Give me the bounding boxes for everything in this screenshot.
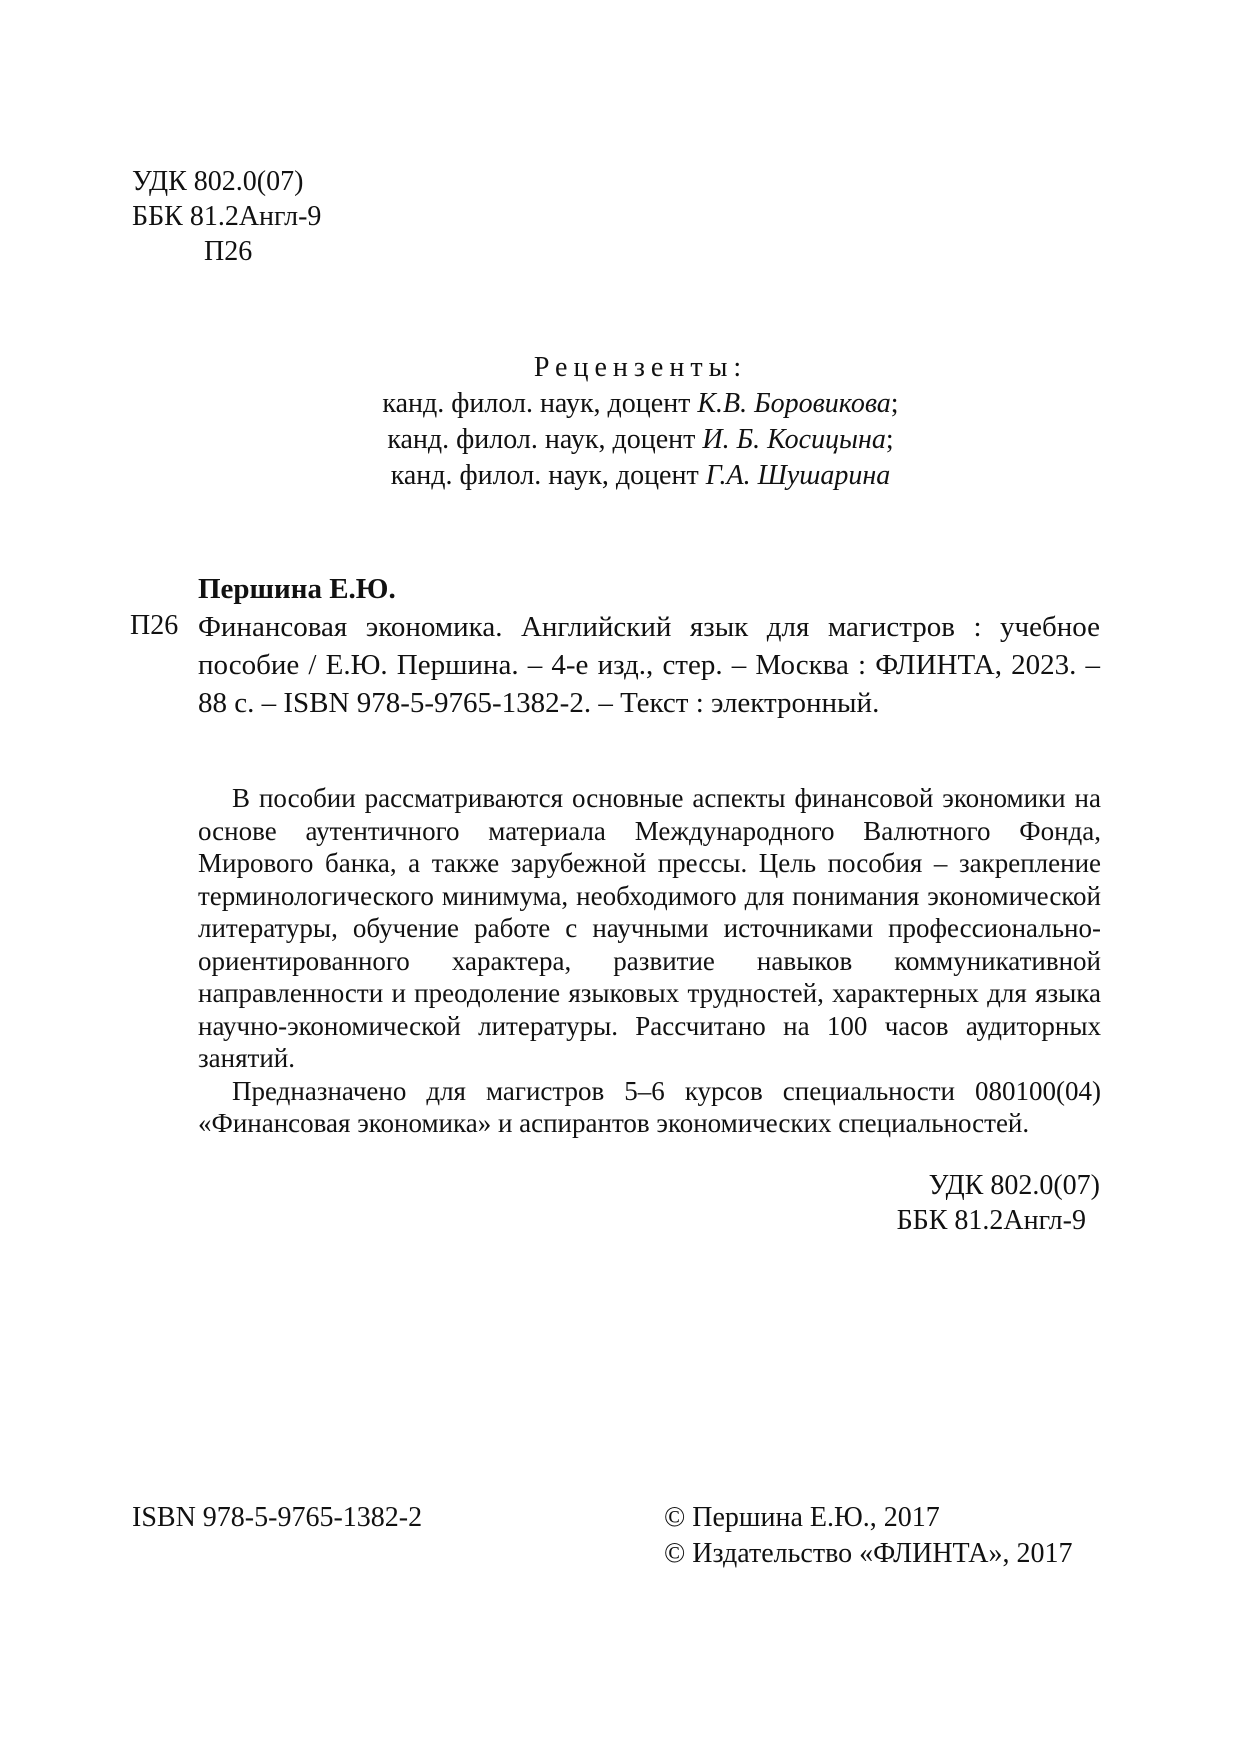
isbn: ISBN 978-5-9765-1382-2 xyxy=(132,1502,423,1533)
reviewer-name: Г.А. Шушарина xyxy=(705,460,891,491)
bibliographic-entry xyxy=(130,608,1100,722)
bbk-code: ББК 81.2Англ-9 xyxy=(896,1205,1086,1236)
udk-code: УДК 802.0(07) xyxy=(132,166,304,197)
annotation-paragraph: В пособии рассматриваются основные аспекты финансовой экономики на основе аутентичного материала Международного Валютного Фонда, Мирового банка, а также зарубежной прессы. Цель пособия – закрепление терминологического минимума, необходимого для понимания экономической литературы, обучение работе с научными источниками профессионально-ориентированного характера, развитие навыков коммуникативной направленности и преодоление языковых трудностей, характерных для языка научно-экономической литературы. Рассчитано на 100 часов аудиторных занятий. xyxy=(198,783,1101,1073)
reviewers-block xyxy=(0,350,1241,494)
classification-top xyxy=(132,164,321,269)
copyright-publisher: © Издательство «ФЛИНТА», 2017 xyxy=(664,1538,1073,1569)
annotation-paragraph: Предназначено для магистров 5–6 курсов специальности 080100(04) «Финансовая экономика» и аспирантов экономических специальностей. xyxy=(198,1075,1101,1138)
reviewer-name: К.В. Боровикова xyxy=(697,388,891,419)
reviewer-name: И. Б. Косицына xyxy=(702,424,886,455)
udk-code: УДК 802.0(07) xyxy=(928,1170,1100,1201)
entry-cutter-number: П26 xyxy=(130,610,179,641)
reviewer-line xyxy=(0,386,1241,422)
cutter-number: П26 xyxy=(204,236,253,267)
reviewers-title: Рецензенты: xyxy=(533,352,748,383)
reviewer-line xyxy=(0,422,1241,458)
reviewer-degree: канд. филол. наук, доцент xyxy=(382,388,691,419)
classification-bottom xyxy=(897,1168,1100,1238)
bbk-code: ББК 81.2Англ-9 xyxy=(132,201,322,232)
copyright-author: © Першина Е.Ю., 2017 xyxy=(664,1502,940,1533)
reviewer-degree: канд. филол. наук, доцент xyxy=(390,460,699,491)
author-heading: Першина Е.Ю. xyxy=(198,573,396,605)
reviewer-degree: канд. филол. наук, доцент xyxy=(387,424,696,455)
reviewer-separator: ; xyxy=(890,388,899,419)
reviewer-separator: ; xyxy=(885,424,894,455)
entry-description: Финансовая экономика. Английский язык для магистров : учебное пособие / Е.Ю. Першина. – 4-е изд., стер. – Москва : ФЛИНТА, 2023. – 88 с. – ISBN 978-5-9765-1382-2. – Текст : электронный. xyxy=(198,611,1100,719)
reviewer-line xyxy=(0,458,1241,494)
copyright-block xyxy=(664,1500,1072,1572)
annotation xyxy=(198,782,1101,1140)
